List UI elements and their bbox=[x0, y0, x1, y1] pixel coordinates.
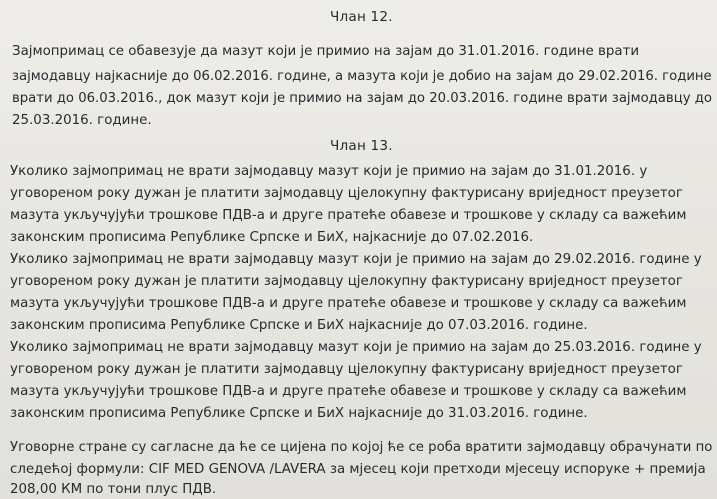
pricing-line: Уговорне стране су сагласне да ће се цијена по којој ће се роба вратити зајмодавцу обрачунати по bbox=[10, 440, 713, 455]
article-13-line: мазута укључујући трошкове ПДВ-а и друге пратеће обавезе и трошкове у складу са важећим bbox=[10, 384, 687, 399]
pricing-line: 208,00 КМ по тони плус ПДВ. bbox=[10, 482, 217, 497]
article-13-line: законским прописима Републике Српске и БиХ најкасније до 31.03.2016. године. bbox=[10, 406, 588, 421]
article-13-line: уговореном року дужан је платити зајмодавцу цјелокупну фактурисану вриједност преузетог bbox=[10, 362, 683, 377]
article-12-line: зајмодавцу најкасније до 06.02.2016. године, а мазута који је добио на зајам до 29.02.2016. године bbox=[12, 69, 712, 84]
article-12-line: врати до 06.03.2016., док мазут који је примио на зајам до 20.03.2016. године врати зајмодавцу до bbox=[12, 91, 712, 106]
article-13-line: законским прописима Републике Српске и БиХ, најкасније до 07.02.2016. bbox=[10, 230, 534, 245]
article-12-line: Зајмопримац се обавезује да мазут који је примио на зајам до 31.01.2016. године врати bbox=[12, 44, 640, 59]
article-13-line: Уколико зајмопримац не врати зајмодавцу мазут који је примио на зајам до 25.03.2016. године у bbox=[10, 340, 702, 355]
article-13-heading: Члан 13. bbox=[330, 138, 393, 154]
article-13-line: уговореном року дужан је платити зајмодавцу цјелокупну фактурисану вриједност преузетог bbox=[10, 274, 683, 289]
article-13-line: Уколико зајмопримац не врати зајмодавцу мазут који је примио на зајам до 29.02.2016. године у bbox=[10, 252, 702, 267]
article-13-line: Уколико зајмопримац не врати зајмодавцу мазут који је примио на зајам до 31.01.2016. у bbox=[10, 164, 648, 179]
article-13-line: мазута укључујући трошкове ПДВ-а и друге пратеће обавезе и трошкове у складу са важећим bbox=[10, 296, 687, 311]
article-13-line: уговореном року дужан је платити зајмодавцу цјелокупну фактурисану вриједност преузетог bbox=[10, 186, 683, 201]
article-13-line: законским прописима Републике Српске и БиХ најкасније до 07.03.2016. године. bbox=[10, 318, 588, 333]
article-13-line: мазута укључујући трошкове ПДВ-а и друге пратеће обавезе и трошкове у складу са важећим bbox=[10, 208, 687, 223]
article-12-line: 25.03.2016. године. bbox=[12, 113, 152, 128]
pricing-line: следећој формули: CIF MED GENOVA /LAVERA за мјесец који претходи мјесецу испоруке + премија bbox=[10, 462, 706, 477]
article-12-heading: Члан 12. bbox=[330, 9, 393, 25]
